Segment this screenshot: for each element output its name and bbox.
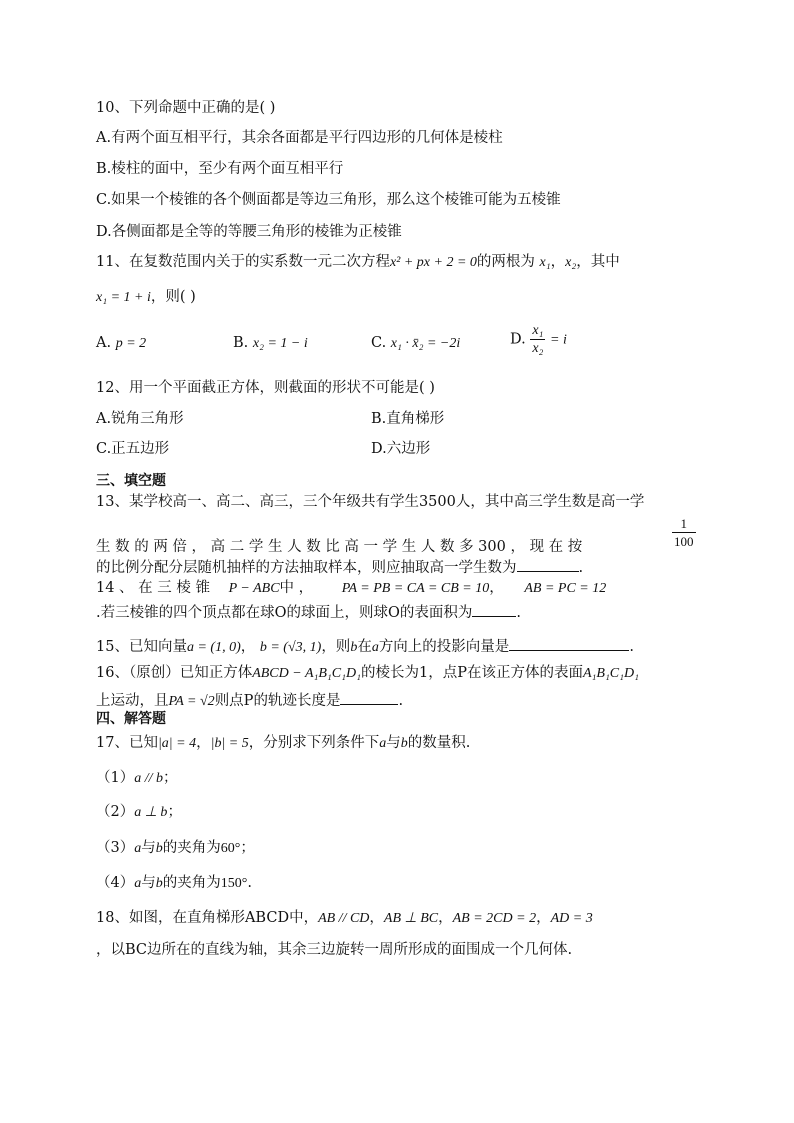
- q12-option-a: A.锐角三角形: [96, 411, 184, 427]
- q17-post: ，分别求下列条件下: [248, 735, 380, 751]
- q14-line1: [96, 578, 606, 599]
- q14-expr3: AB = PC = 12: [524, 581, 607, 596]
- q11-b-label: B.: [233, 335, 249, 351]
- q15-on: 在: [357, 639, 372, 655]
- q11-c-label: C.: [371, 335, 387, 351]
- section-3-heading: 三、填空题: [96, 473, 166, 489]
- q17-sub2: [96, 802, 182, 823]
- q17-s4-b: b: [155, 876, 163, 891]
- q11-b-expr: x₂ = 1 − i: [252, 336, 308, 351]
- q15-b: b: [350, 640, 358, 655]
- q11-stem-pre: 11、在复数范围内关于的实系数一元二次方程: [96, 254, 390, 270]
- q11-c-expr: x₁ · x̄₂ = −2i: [390, 336, 461, 351]
- q18-c2: AB ⊥ BC: [383, 911, 439, 926]
- q14-p1: 14 、 在 三 棱 锥: [96, 580, 210, 596]
- q11-d-label: D.: [510, 331, 526, 348]
- q14-expr1: P − ABC: [228, 581, 280, 596]
- q16-end: .: [398, 693, 404, 709]
- q16-cube: ABCD − A₁B₁C₁D₁: [252, 666, 361, 681]
- q17-s3-end: ；: [240, 840, 255, 856]
- q17-sub1: [96, 768, 178, 789]
- q17-s1-expr: a // b: [134, 771, 164, 786]
- q16-line2-pre: 上运动，且: [96, 693, 169, 709]
- q17-and: 与: [386, 735, 401, 751]
- q10-option-d: D.各侧面都是全等的等腰三角形的棱锥为正棱锥: [96, 224, 402, 240]
- q11-stem-mid: 的两根为: [476, 254, 535, 270]
- q16-cond: PA = √2: [168, 694, 215, 709]
- q17-sep: ，: [196, 735, 211, 751]
- q11-d-rest: = i: [550, 332, 567, 348]
- q12-option-b: B.直角梯形: [371, 411, 445, 427]
- q17-s1-end: ；: [163, 770, 178, 786]
- q18-c3: AB = 2CD = 2: [452, 911, 537, 926]
- q17-s3-mid: 的夹角为: [162, 840, 221, 856]
- q18-line1: [96, 908, 593, 929]
- q17-s2-end: ；: [167, 804, 182, 820]
- q11-root2: x₂: [565, 255, 577, 270]
- q18-s3: ，: [536, 910, 551, 926]
- q17-b-norm: |b| = 5: [210, 736, 249, 751]
- q13-answer-blank[interactable]: [517, 556, 579, 572]
- q13-line2: 生 数 的 两 倍 ， 高 二 学 生 人 数 比 高 一 学 生 人 数 多 300 ， 现 在 按: [96, 539, 583, 555]
- q17-s2-label: （2）: [96, 804, 135, 820]
- q17-b: b: [400, 736, 408, 751]
- q17-s3-a: a: [134, 841, 142, 856]
- q11-root1: x₁: [539, 255, 551, 270]
- q17-sub3: [96, 838, 255, 859]
- q11-d-num: x₁: [532, 323, 544, 338]
- q18-s2: ，: [438, 910, 453, 926]
- q10-option-a: A.有两个面互相平行，其余各面都是平行四边形的几何体是棱柱: [96, 130, 503, 146]
- q14-answer-blank[interactable]: [472, 601, 516, 617]
- q13-line3: [96, 556, 583, 578]
- section-4-heading: 四、解答题: [96, 711, 166, 727]
- q17-a: a: [379, 736, 387, 751]
- q16-line2-post: 则点P的轨迹长度是: [214, 693, 341, 709]
- q16-face: A₁B₁C₁D₁: [582, 666, 639, 681]
- q12-option-c: C.正五边形: [96, 441, 170, 457]
- q18-c1: AB // CD: [318, 911, 370, 926]
- q11-option-d: [510, 322, 567, 357]
- q17-s4-label: （4）: [96, 875, 135, 891]
- q17-s3-angle: 60°: [220, 841, 241, 856]
- q14-line2: [96, 601, 521, 623]
- q15-b-vec: b = (√3, 1): [259, 640, 322, 655]
- q15-end: .: [629, 639, 634, 655]
- q12-option-d: D.六边形: [371, 441, 431, 457]
- q17-a-norm: |a| = 4: [157, 736, 197, 751]
- q13-line1: 13、某学校高一、高二、高三，三个年级共有学生3500人，其中高三学生数是高一学: [96, 494, 645, 510]
- q14-p3: ，: [489, 580, 504, 596]
- q16-mid: 的棱长为1，点P在该正方体的表面: [360, 665, 583, 681]
- q11-a-label: A.: [96, 335, 112, 351]
- q15-pre: 15、已知向量: [96, 639, 187, 655]
- q13-end: .: [578, 560, 584, 576]
- q18-pre: 18、如图，在直角梯形ABCD中，: [96, 910, 319, 926]
- q10-stem: 10、下列命题中正确的是( ): [96, 100, 276, 116]
- q11-then: ，则( ): [150, 289, 196, 305]
- q14-p2: 中 ，: [279, 580, 314, 596]
- q13-frac-den: 100: [674, 534, 694, 549]
- q15-a: a: [371, 640, 379, 655]
- q12-stem: 12、用一个平面截正方体，则截面的形状不可能是( ): [96, 380, 435, 396]
- q13-fraction: [672, 515, 696, 550]
- q17-s4-mid: 的夹角为: [162, 875, 221, 891]
- q13-frac-num: 1: [672, 515, 696, 533]
- q11-option-c: [371, 333, 460, 354]
- q10-option-b: B.棱柱的面中，至少有两个面互相平行: [96, 161, 344, 177]
- q16-answer-blank[interactable]: [340, 689, 398, 705]
- q11-d-den: x₂: [532, 341, 544, 356]
- q15-post: 方向上的投影向量是: [378, 639, 510, 655]
- q11-option-a: [96, 333, 146, 354]
- q11-given: [96, 287, 196, 308]
- q11-stem: [96, 252, 620, 273]
- q17-sub4: [96, 873, 252, 894]
- q17-tail: 的数量积.: [407, 735, 471, 751]
- q15-a-vec: a = (1, 0): [186, 640, 241, 655]
- q15-answer-blank[interactable]: [509, 635, 629, 651]
- q17-s4-end: .: [247, 875, 252, 891]
- q17-pre: 17、已知: [96, 735, 158, 751]
- q17-s4-and: 与: [141, 875, 156, 891]
- q11-a-expr: p = 2: [115, 336, 147, 351]
- q15-mid: ，则: [321, 639, 351, 655]
- q17-s4-angle: 150°: [220, 876, 248, 891]
- q16-line1: [96, 663, 639, 684]
- q17-s4-a: a: [134, 876, 142, 891]
- q14-end: .: [516, 605, 521, 621]
- q17-s2-expr: a ⊥ b: [134, 805, 168, 820]
- q18-c4: AD = 3: [550, 911, 593, 926]
- q17-s3-and: 与: [141, 840, 156, 856]
- q13-line3-text: 的比例分配分层随机抽样的方法抽取样本，则应抽取高一学生数为: [96, 560, 517, 576]
- q10-option-c: C.如果一个棱锥的各个侧面都是等边三角形，那么这个棱锥可能为五棱锥: [96, 192, 561, 208]
- q17-s1-label: （1）: [96, 770, 135, 786]
- q15-line: [96, 635, 634, 658]
- q11-equation: x² + px + 2 = 0: [389, 255, 477, 270]
- q18-line2: ，以BC边所在的直线为轴，其余三边旋转一周所形成的面围成一个几何体.: [96, 942, 573, 958]
- q16-pre: 16、（原创）已知正方体: [96, 665, 253, 681]
- q17-s3-b: b: [155, 841, 163, 856]
- q11-sep: ，: [550, 254, 566, 270]
- q11-stem-post: ，其中: [576, 254, 620, 270]
- q14-expr2: PA = PB = CA = CB = 10: [341, 581, 490, 596]
- q17-s3-label: （3）: [96, 840, 135, 856]
- q18-s1: ，: [369, 910, 384, 926]
- q17-stem: [96, 733, 470, 754]
- q11-option-b: [233, 333, 308, 354]
- q11-given-expr: x₁ = 1 + i: [96, 290, 151, 305]
- q11-d-fraction: [530, 322, 545, 357]
- q15-comma: ，: [240, 639, 256, 655]
- q14-line2-text: .若三棱锥的四个顶点都在球O的球面上，则球O的表面积为: [96, 605, 473, 621]
